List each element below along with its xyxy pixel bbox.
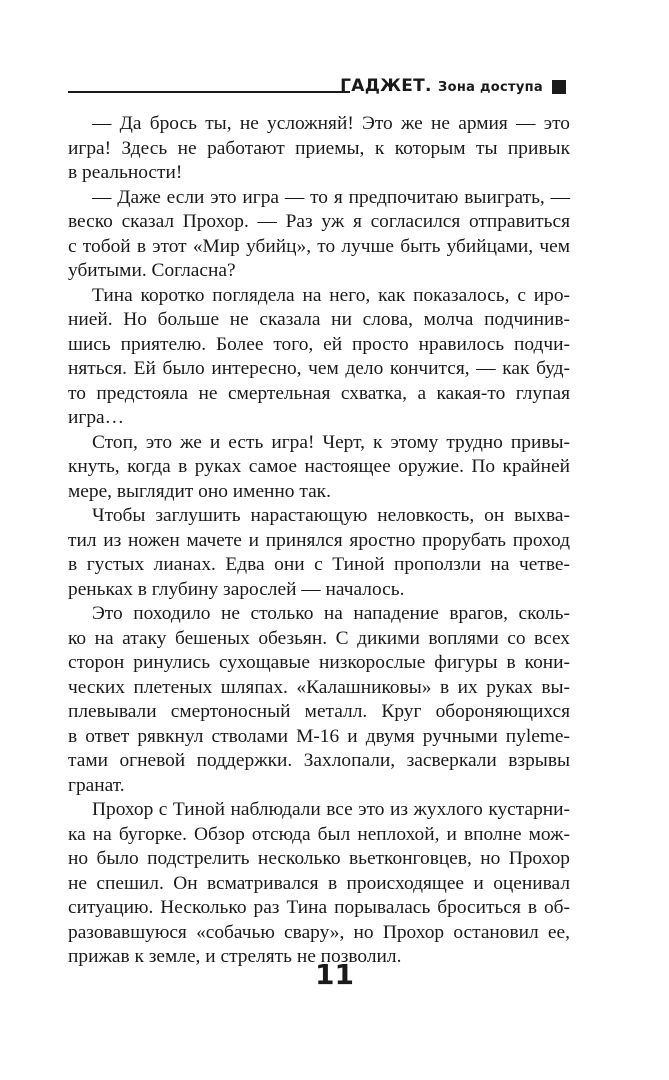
text-line: не спешил. Он всматривался в происходящее и оценивал: [68, 872, 570, 894]
text-line: реньках в глубину зарослей — началось.: [68, 578, 405, 600]
text-line: шись приятелю. Более того, ей просто нравилось подчи-: [68, 333, 570, 355]
text-line: с тобой в этот «Мир убийц», то лучше быть убийцами, чем: [68, 235, 570, 257]
text-line: ко на атаку бешеных обезьян. С дикими воплями со всех: [68, 627, 570, 649]
text-line: кнуть, когда в руках самое настоящее оружие. По крайней: [68, 456, 570, 477]
paragraph: [68, 284, 570, 431]
paragraph: [68, 112, 570, 186]
text-line: в реальности!: [68, 162, 183, 183]
text-line: убитыми. Согласна?: [68, 260, 236, 281]
text-line: Стоп, это же и есть игра! Черт, к этому трудно привы-: [92, 431, 570, 453]
text-line: тами огневой поддержки. Захлопали, засверкали взрывы: [68, 750, 570, 771]
text-line: мере, выглядит оно именно так.: [68, 480, 331, 502]
paragraph: [68, 186, 570, 284]
text-line: Прохор с Тиной наблюдали все это из жухлого кустарни-: [92, 799, 570, 820]
paragraph: [68, 602, 570, 798]
body-text: [68, 112, 570, 970]
text-line: тил из ножен мачете и принялся яростно прорубать проход: [68, 529, 570, 551]
text-line: ситуацию. Несколько раз Тина порывалась броситься в об-: [68, 897, 570, 918]
text-line: нией. Но больше не сказала ни слова, молча подчинив-: [68, 309, 570, 330]
paragraph: [68, 431, 570, 505]
text-line: ка на бугорке. Обзор отсюда был неплохой, и вполне мож-: [68, 823, 570, 845]
text-line: в ответ рявкнул стволами М-16 и двумя ручными пуleme-: [68, 725, 570, 747]
text-line: разовавшуюся «собачью свару», но Прохор остановил ее,: [68, 921, 570, 943]
text-line: Чтобы заглушить нарастающую неловкость, он выхва-: [92, 505, 570, 526]
paragraph: [68, 504, 570, 602]
text-line: — Даже если это игра — то я предпочитаю выиграть, —: [92, 186, 570, 208]
text-line: Это походило не столько на нападение врагов, сколь-: [92, 603, 570, 624]
text-line: то предстояла не смертельная схватка, а какая-то глупая: [68, 382, 570, 404]
text-line: Тина коротко поглядела на него, как показалось, с иро-: [92, 284, 570, 306]
running-head: [340, 76, 543, 96]
text-line: прижав к земле, и стрелять не позволил.: [68, 946, 402, 967]
page-number: 11: [315, 958, 354, 991]
text-line: няться. Ей было интересно, чем дело кончится, — как буд-: [68, 358, 570, 379]
paragraph: [68, 798, 570, 970]
header-square-mark: [552, 80, 566, 94]
running-head-subtitle: Зона доступа: [438, 80, 543, 95]
text-line: игра! Здесь не работают приемы, к которым ты привык: [68, 137, 570, 159]
text-line: плевывали смертоносный металл. Круг обороняющихся: [68, 701, 570, 722]
text-line: в густых лианах. Едва они с Тиной проползли на четве-: [68, 554, 570, 575]
text-line: ческих плетеных шляпах. «Калашниковы» в их руках вы-: [68, 676, 570, 698]
header-rule: [68, 91, 350, 93]
text-line: гранат.: [68, 774, 125, 796]
text-line: — Да брось ты, не усложняй! Это же не армия — это: [92, 113, 570, 134]
text-line: игра…: [68, 407, 125, 428]
text-line: сторон ринулись сухощавые низкорослые фигуры в кони-: [68, 652, 570, 673]
text-line: веско сказал Прохор. — Раз уж я согласился отправиться: [68, 211, 570, 232]
running-head-title: ГАДЖЕТ.: [340, 76, 432, 96]
text-line: но было подстрелить несколько вьетконговцев, но Прохор: [68, 848, 570, 869]
